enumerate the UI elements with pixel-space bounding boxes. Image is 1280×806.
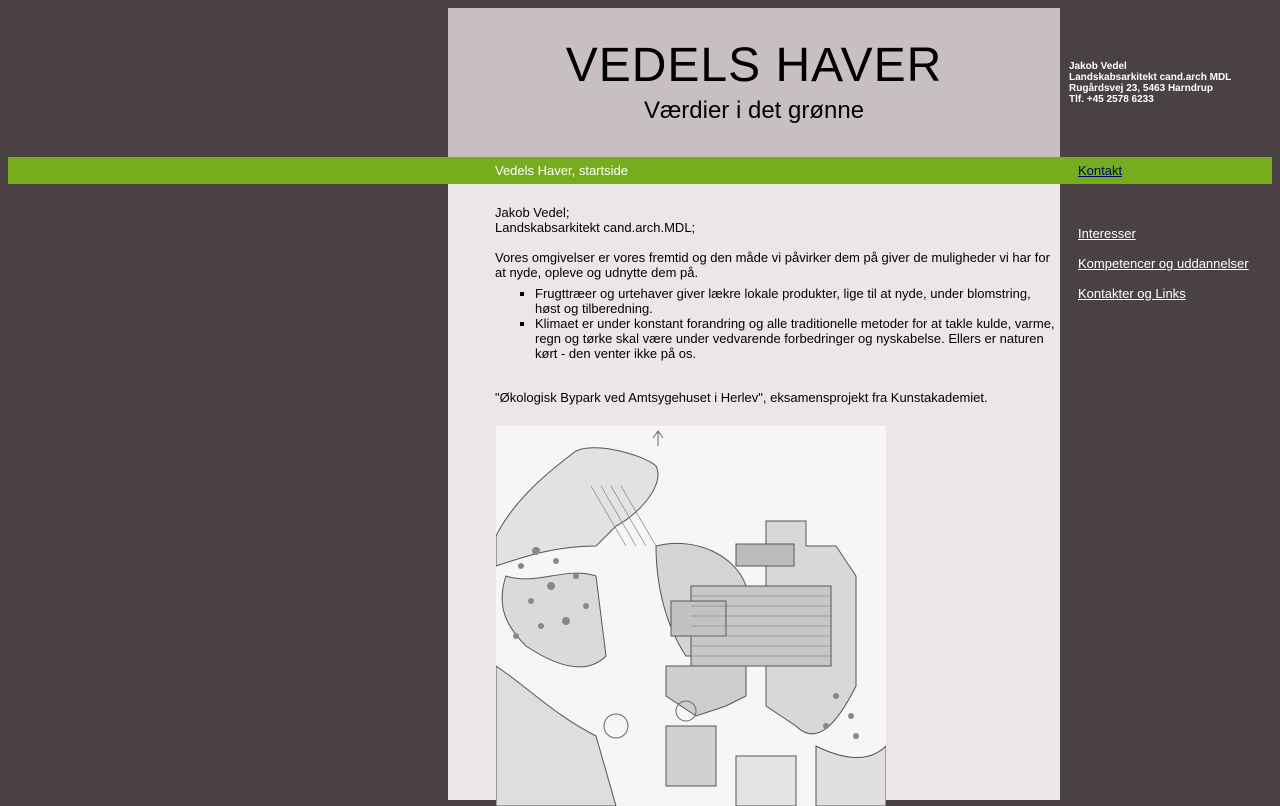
intro-paragraph: Vores omgivelser er vores fremtid og den måde vi påvirker dem på giver de muligheder vi har for at nyde, opleve og udnytte dem på. (495, 250, 1050, 280)
contact-address: Rugårdsvej 23, 5463 Harndrup (1069, 83, 1213, 94)
author-name: Jakob Vedel; (495, 205, 570, 220)
main-content (448, 184, 1060, 800)
list-item: ▪ Frugttræer og urtehaver giver lækre lokale produkter, lige til at nyde, under blomstring, høst og tilberedning. (535, 286, 1055, 316)
park-plan-drawing (496, 426, 886, 806)
bullet-list (495, 286, 1055, 361)
contact-title: Landskabsarkitekt cand.arch MDL (1069, 72, 1232, 83)
author-block (495, 205, 1055, 235)
nav-link-interesser[interactable]: Interesser (1078, 226, 1136, 241)
site-subtitle: Værdier i det grønne (643, 97, 865, 124)
kontakt-link[interactable]: Kontakt (1078, 163, 1123, 178)
contact-phone: Tlf. +45 2578 6233 (1069, 94, 1154, 105)
plan-sketch-image (496, 426, 886, 806)
site-title: VEDELS HAVER (565, 39, 943, 92)
site-header (448, 8, 1060, 157)
side-navigation (1078, 226, 1249, 316)
breadcrumb: Vedels Haver, startside (495, 163, 628, 178)
nav-link-kontakter[interactable]: Kontakter og Links (1078, 286, 1186, 301)
contact-info (1069, 61, 1231, 105)
contact-name: Jakob Vedel (1069, 61, 1127, 72)
author-title: Landskabsarkitekt cand.arch.MDL; (495, 220, 696, 235)
content-text (495, 205, 1055, 420)
nav-bar (8, 157, 1272, 184)
nav-link-kompetencer[interactable]: Kompetencer og uddannelser (1078, 256, 1249, 271)
list-item: ▪ Klimaet er under konstant forandring og alle traditionelle metoder for at takle kulde, varme, regn og tørke skal være under vedvarende forbedringer og nyskabelse. Ellers er naturen kørt - den venter ikke på os. (535, 316, 1055, 361)
image-caption: "Økologisk Bypark ved Amtsygehuset i Herlev", eksamensprojekt fra Kunstakademiet. (495, 390, 988, 405)
